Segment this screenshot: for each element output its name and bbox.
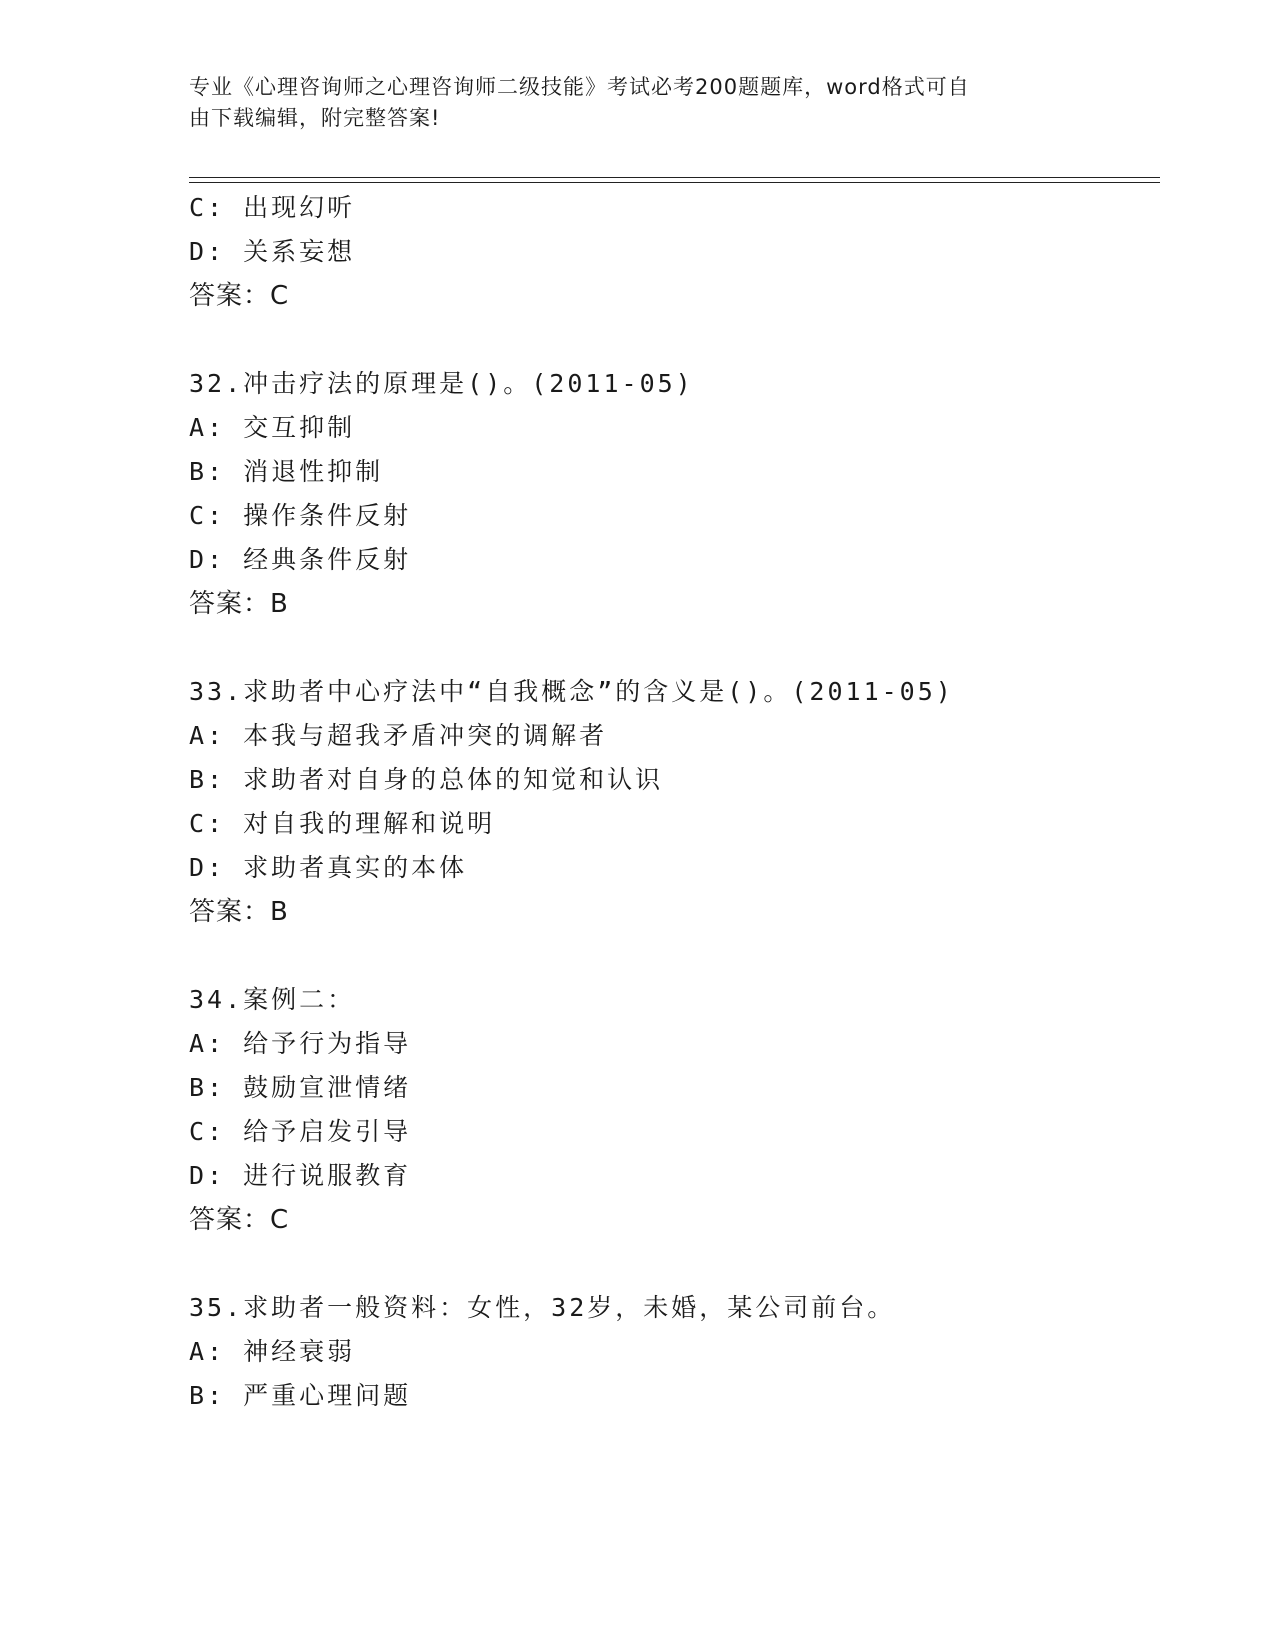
header-divider-top — [189, 177, 1160, 178]
answer: 答案：C — [189, 281, 290, 311]
answer: 答案：C — [189, 1205, 290, 1235]
question-title: 32.冲击疗法的原理是()。(2011-05) — [189, 369, 694, 398]
option-b: B: 鼓励宣泄情绪 — [189, 1073, 412, 1102]
option-b: B: 严重心理问题 — [189, 1381, 412, 1410]
option-c: C: 对自我的理解和说明 — [189, 809, 496, 838]
option-d: D: 进行说服教育 — [189, 1161, 412, 1190]
header-line-2: 由下载编辑，附完整答案! — [189, 106, 441, 130]
option-a: A: 交互抑制 — [189, 413, 356, 442]
option-d: D: 关系妄想 — [189, 237, 356, 266]
option-a: A: 本我与超我矛盾冲突的调解者 — [189, 721, 608, 750]
option-a: A: 神经衰弱 — [189, 1337, 356, 1366]
option-b: B: 求助者对自身的总体的知觉和认识 — [189, 765, 664, 794]
header-divider-bottom — [189, 182, 1160, 183]
option-c: C: 操作条件反射 — [189, 501, 412, 530]
document-header — [189, 72, 1069, 134]
option-c: C: 给予启发引导 — [189, 1117, 412, 1146]
option-b: B: 消退性抑制 — [189, 457, 384, 486]
question-title: 33.求助者中心疗法中“自我概念”的含义是()。(2011-05) — [189, 677, 954, 706]
question-title: 34.案例二： — [189, 985, 356, 1014]
answer: 答案：B — [189, 589, 289, 619]
option-a: A: 给予行为指导 — [189, 1029, 412, 1058]
question-title: 35.求助者一般资料：女性，32岁，未婚，某公司前台。 — [189, 1293, 896, 1322]
option-d: D: 经典条件反射 — [189, 545, 412, 574]
option-c: C: 出现幻听 — [189, 193, 356, 222]
option-d: D: 求助者真实的本体 — [189, 853, 468, 882]
header-line-1: 专业《心理咨询师之心理咨询师二级技能》考试必考200题题库，word格式可自 — [189, 75, 970, 99]
answer: 答案：B — [189, 897, 289, 927]
